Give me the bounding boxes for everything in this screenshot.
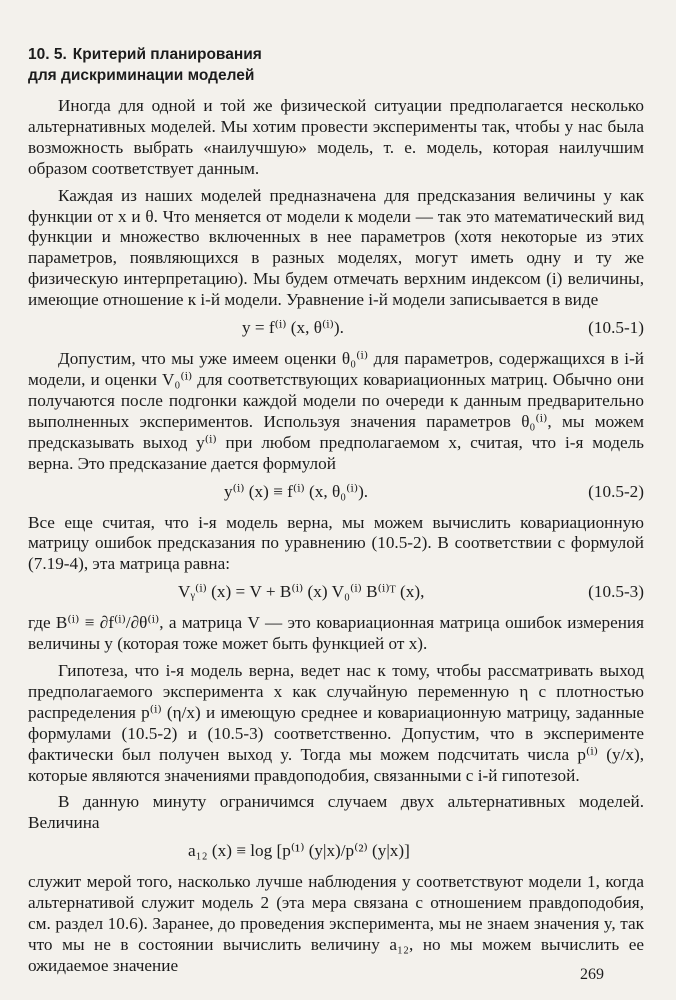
section-heading xyxy=(28,44,448,86)
paragraph-7: В данную минуту ограничимся случаем двух альтернативных моделей. Величина xyxy=(28,792,644,833)
section-number: 10. 5. xyxy=(28,46,67,63)
body-text xyxy=(28,96,644,977)
paragraph-1: Иногда для одной и той же физической ситуации предполагается несколько альтернативных моделей. Мы хотим провести эксперименты так, чтобы у нас была возможность выбрать «наилучшую» модель, т. е. модель, которая наилучшим образом соответствует данным. xyxy=(28,96,644,178)
paragraph-3: Допустим, что мы уже имеем оценки θ₀⁽ⁱ⁾ для параметров, содержащихся в i-й модели, и оценки V₀⁽ⁱ⁾ для соответствующих ковариационных матриц. Обычно они получаются после подгонки каждой модели по очереди к данным предварительно выполненных экспериментов. Используя значения параметров θ₀⁽ⁱ⁾, мы можем предсказывать выход y⁽ⁱ⁾ при любом предполагаемом x, считая, что i-я модель верна. Это предсказание дается формулой xyxy=(28,349,644,473)
paragraph-5: где B⁽ⁱ⁾ ≡ ∂f⁽ⁱ⁾/∂θ⁽ⁱ⁾, а матрица V — это ковариационная матрица ошибок измерения величины y (которая тоже может быть функцией от x). xyxy=(28,613,644,654)
equation-10-5-1 xyxy=(28,315,644,345)
equation-10-5-2 xyxy=(28,479,644,509)
paragraph-2: Каждая из наших моделей предназначена для предсказания величины y как функции от x и θ. Что меняется от модели к модели — так это математический вид функции и множество включенных в нее параметров (хотя некоторые из этих параметров, появляющихся в разных моделях, могут иметь одну и ту же физическую интерпретацию). Мы будем отмечать верхним индексом (i) величины, имеющие отношение к i-й модели. Уравнение i-й модели записывается в виде xyxy=(28,185,644,310)
equation-formula: y⁽ⁱ⁾ (x) ≡ f⁽ⁱ⁾ (x, θ₀⁽ⁱ⁾). xyxy=(224,481,369,501)
equation-number: (10.5-1) xyxy=(588,318,644,338)
section-title-line1: Критерий планирования xyxy=(72,46,262,63)
page-number: 269 xyxy=(580,966,604,983)
paragraph-4: Все еще считая, что i-я модель верна, мы можем вычислить ковариационную матрицу ошибок предсказания по уравнению (10.5-2). В соответствии с формулой (7.19-4), эта матрица равна: xyxy=(28,512,644,574)
paragraph-8: служит мерой того, насколько лучше наблюдения y соответствуют модели 1, когда альтернативой служит модель 2 (эта мера связана с отношением правдоподобия, см. раздел 10.6). Заранее, до проведения эксперимента, мы не знаем значения y, так что мы не в состоянии вычислить величину a₁₂, но мы можем вычислить ее ожидаемое значение xyxy=(28,872,644,975)
equation-10-5-3 xyxy=(28,579,644,609)
equation-formula: a₁₂ (x) ≡ log [p⁽¹⁾ (y|x)/p⁽²⁾ (y|x)] xyxy=(188,841,410,861)
paragraph-6: Гипотеза, что i-я модель верна, ведет нас к тому, чтобы рассматривать выход предполагаемого эксперимента x как случайную переменную η с плотностью распределения p⁽ⁱ⁾ (η/x) и имеющую среднее и ковариационную матрицу, заданные формулами (10.5-2) и (10.5-3) соответственно. Допустим, что в эксперименте фактически был получен выход y. Тогда мы можем подсчитать числа p⁽ⁱ⁾ (y/x), которые являются значениями правдоподобия, связанными с i-й гипотезой. xyxy=(28,661,644,785)
equation-number: (10.5-2) xyxy=(588,481,644,501)
section-title-line2: для дискриминации моделей xyxy=(28,67,255,84)
equation-formula: y = f⁽ⁱ⁾ (x, θ⁽ⁱ⁾). xyxy=(242,318,344,338)
equation-number: (10.5-3) xyxy=(588,582,644,602)
equation-formula: Vᵧ⁽ⁱ⁾ (x) = V + B⁽ⁱ⁾ (x) V₀⁽ⁱ⁾ B⁽ⁱ⁾ᵀ (x), xyxy=(178,582,425,602)
equation-a12 xyxy=(28,838,644,868)
